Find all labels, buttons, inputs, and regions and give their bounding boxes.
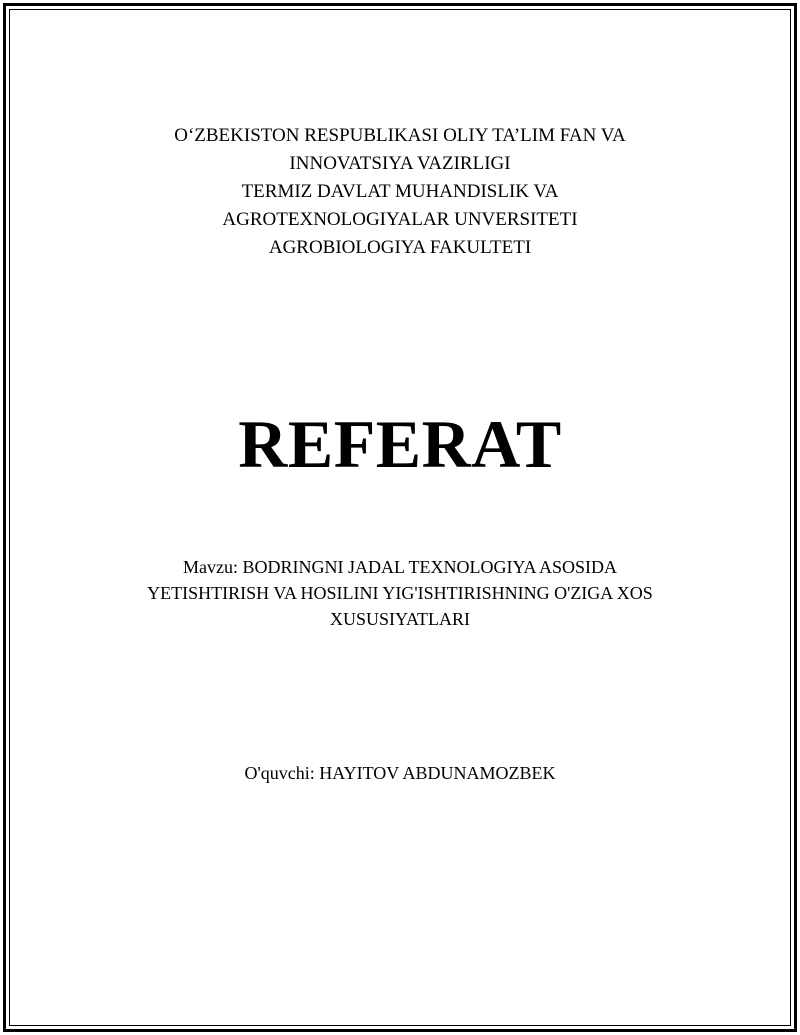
header-line-university-1: TERMIZ DAVLAT MUHANDISLIK VA [241,181,559,202]
header-line-ministry-1: O‘ZBEKISTON RESPUBLIKASI OLIY TA’LIM FAN VA [174,125,626,146]
topic-line-3: XUSUSIYATLARI [329,609,470,629]
header-line-ministry-2: INNOVATSIYA VAZIRLIGI [289,153,511,174]
institution-header [0,122,800,262]
topic-line-1: Mavzu: BODRINGNI JADAL TEXNOLOGIYA ASOSIDA [183,557,617,577]
student-name: O'quvchi: HAYITOV ABDUNAMOZBEK [244,763,556,783]
topic-block [0,554,800,632]
header-line-university-2: AGROTEXNOLOGIYALAR UNVERSITETI [222,209,578,230]
topic-line-2: YETISHTIRISH VA HOSILINI YIG'ISHTIRISHNING O'ZIGA XOS [147,583,653,603]
header-line-faculty: AGROBIOLOGIYA FAKULTETI [268,237,532,258]
document-title: REFERAT [238,406,562,482]
